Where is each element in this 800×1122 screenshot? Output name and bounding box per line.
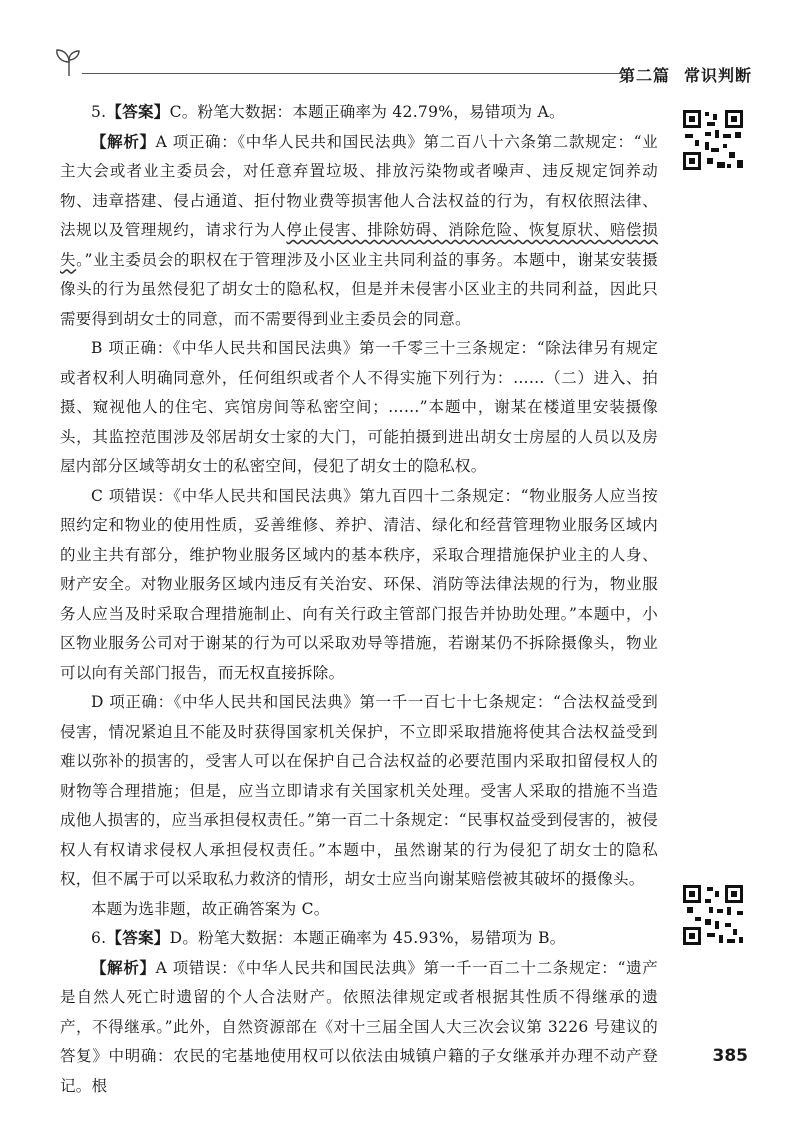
q5-analysis-b: B 项正确：《中华人民共和国民法典》第一千零三十三条规定：“除法律另有规定或者权利人明确同意外，任何组织或者个人不得实施下列行为：……（二）进入、拍摄、窥视他人的住宅、宾馆房间等私密空间；……”本题中，谢某在楼道里安装摄像头，其监控范围涉及邻居胡女士家的大门，可能拍摄到进出胡女士房屋的人员以及房屋内部分区域等胡女士的私密空间，侵犯了胡女士的隐私权。 — [60, 339, 658, 475]
answer-tag: 【答案】 — [106, 929, 170, 947]
running-header — [52, 46, 752, 86]
q5-analysis-d: D 项正确：《中华人民共和国民法典》第一千一百七十七条规定：“合法权益受到侵害，情况紧迫且不能及时获得国家机关保护，不立即采取措施将使其合法权益受到难以弥补的损害的，受害人可以在保护自己合法权益的必要范围内采取扣留侵权人的财物等合理措施；但是，应当立即请求有关国家机关处理。受害人采取的措施不当造成他人损害的，应当承担侵权责任。”第一百二十条规定：“民事权益受到侵害的，被侵权人有权请求侵权人承担侵权责任。”本题中，虽然谢某的行为侵犯了胡女士的隐私权，但不属于可以采取私力救济的情形，胡女士应当向谢某赔偿被其破坏的摄像头。 — [60, 693, 658, 888]
analysis-tag: 【解析】 — [91, 958, 156, 977]
page-number: 385 — [712, 1046, 748, 1066]
q5-number: 5. — [91, 103, 107, 121]
q6-answer — [60, 924, 658, 954]
part-label: 第二篇 — [618, 66, 670, 85]
qr-code-icon — [681, 883, 745, 947]
answer-tag: 【答案】 — [106, 103, 170, 121]
section-label: 常识判断 — [683, 66, 752, 85]
q6-number: 6. — [91, 929, 107, 947]
wavy-underlined-text: 停止侵害、排除妨碍、消除危险、恢复原状、赔偿损失 — [60, 221, 659, 269]
analysis-tag: 【解析】 — [91, 132, 156, 151]
running-title — [619, 63, 752, 86]
q5-answer-text: C。粉笔大数据：本题正确率为 42.79%，易错项为 A。 — [169, 103, 565, 121]
q5-analysis-c: C 项错误：《中华人民共和国民法典》第九百四十二条规定：“物业服务人应当按照约定和物业的使用性质，妥善维修、养护、清洁、绿化和经营管理物业服务区域内的业主共有部分，维护物业服务区域内的基本秩序，采取合理措施保护业主的人身、财产安全。对物业服务区域内违反有关治安、环保、消防等法律法规的行为，物业服务人应当及时采取合理措施制止、向有关行政主管部门报告并协助处理。”本题中，小区物业服务公司对于谢某的行为可以采取劝导等措施，若谢某仍不拆除摄像头，物业可以向有关部门报告，而无权直接拆除。 — [60, 486, 658, 682]
q5-answer — [60, 98, 658, 128]
qr-code-icon — [681, 108, 745, 172]
sprout-leaf-icon — [52, 46, 86, 78]
q5-conclusion: 本题为选非题，故正确答案为 C。 — [91, 899, 330, 918]
header-rule — [82, 73, 622, 74]
q5-analysis-a: 【解析】A 项正确：《中华人民共和国民法典》第二百八十六条第二款规定：“业主大会或者业主委员会，对任意弃置垃圾、排放污染物或者噪声、违反规定饲养动物、违章搭建、侵占通道、拒付物业费等损害他人合法权益的行为，有权依照法律、法规以及管理规约，请求行为人停止侵害、排除妨碍、消除危险、恢复原状、赔偿损失。”业主委员会的职权在于管理涉及小区业主共同利益的事务。本题中，谢某安装摄像头的行为虽然侵犯了胡女士的隐私权，但是并未侵害小区业主的共同利益，因此只需要得到胡女士的同意，而不需要得到业主委员会的同意。 — [60, 132, 659, 328]
q6-answer-text: D。粉笔大数据：本题正确率为 45.93%，易错项为 B。 — [169, 929, 566, 947]
q6-analysis-a: 【解析】A 项错误：《中华人民共和国民法典》第一千一百二十二条规定：“遗产是自然人死亡时遗留的个人合法财产。依照法律规定或者根据其性质不得继承的遗产，不得继承。”此外，自然资源部在《对十三届全国人大三次会议第 3226 号建议的答复》中明确：农民的宅基地使用权可以依法由城镇户籍的子女继承并办理不动产登记。根 — [60, 958, 658, 1095]
answer-text-body — [60, 98, 658, 1101]
